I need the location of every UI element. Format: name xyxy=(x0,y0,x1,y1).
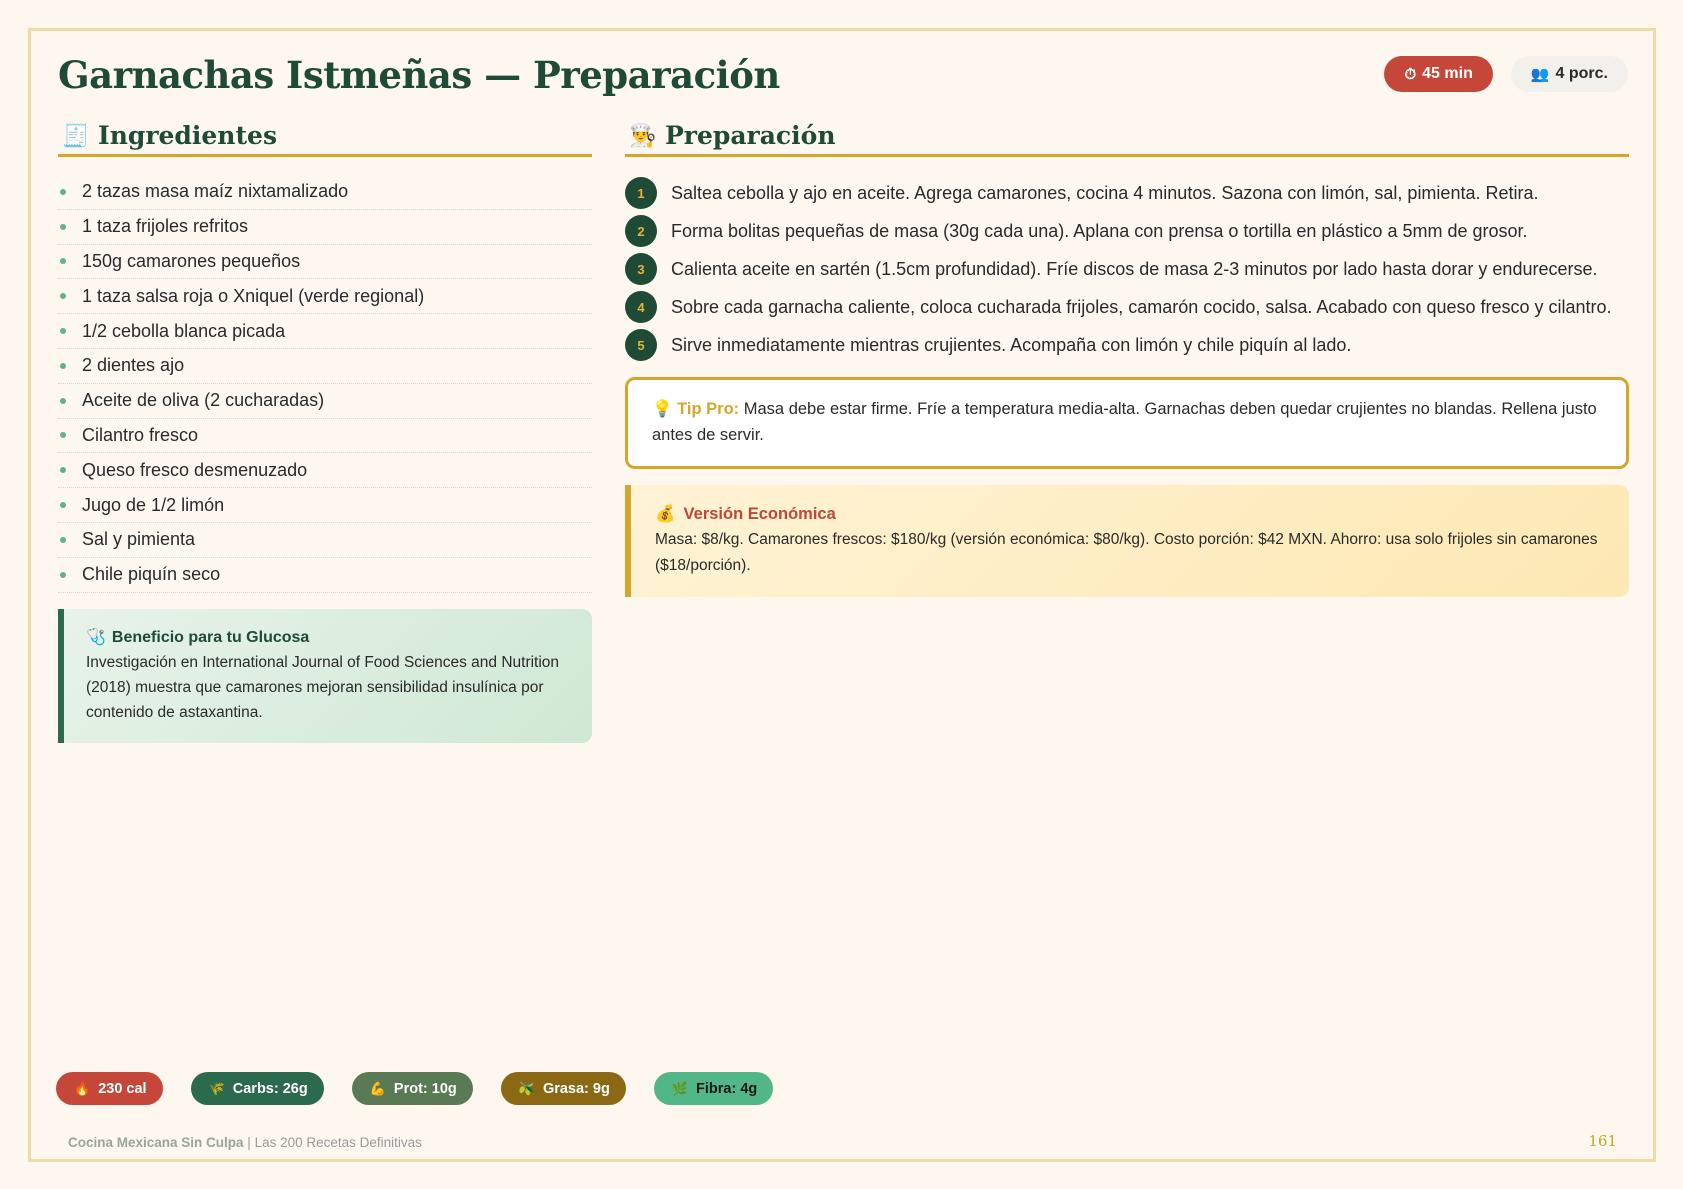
preparation-header xyxy=(625,117,1629,157)
bullet-icon xyxy=(60,224,66,230)
olive-icon: 🫒 xyxy=(518,1080,535,1096)
economic-version-title: Versión Económica xyxy=(683,505,836,523)
step-item xyxy=(625,217,1629,247)
lightbulb-icon: 💡 xyxy=(652,400,673,418)
herb-icon: 🌿 xyxy=(671,1080,689,1096)
step-number: 4 xyxy=(625,291,657,323)
ingredient-item: Cilantro fresco xyxy=(58,419,592,454)
page-number: 161 xyxy=(1588,1132,1617,1150)
step-list xyxy=(625,179,1629,361)
footer-credit xyxy=(68,1135,422,1150)
bullet-icon xyxy=(60,189,66,195)
footer-separator: | xyxy=(243,1135,255,1150)
time-label: 45 min xyxy=(1422,65,1473,82)
step-text: Sobre cada garnacha caliente, coloca cucharada frijoles, camarón cocido, salsa. Acabado con queso fresco y cilantro. xyxy=(671,297,1612,317)
glucose-benefit-box xyxy=(58,609,592,743)
preparation-heading: Preparación xyxy=(665,121,836,150)
fiber-pill: 🌿 Fibra: 4g xyxy=(654,1072,773,1105)
economic-version-header xyxy=(655,501,1605,527)
bullet-icon xyxy=(60,258,66,264)
bullet-icon xyxy=(60,363,66,369)
ingredient-item: 2 dientes ajo xyxy=(58,349,592,384)
ingredient-list xyxy=(58,175,592,593)
step-text: Calienta aceite en sartén (1.5cm profundidad). Fríe discos de masa 2-3 minutos por lado hasta dorar y endurecerse. xyxy=(671,259,1598,279)
step-number: 3 xyxy=(625,253,657,285)
step-number: 5 xyxy=(625,329,657,361)
stethoscope-icon: 🩺 xyxy=(86,628,106,646)
step-text: Forma bolitas pequeñas de masa (30g cada una). Aplana con prensa o tortilla en plástico a 5mm de grosor. xyxy=(671,221,1528,241)
protein-pill: 💪 Prot: 10g xyxy=(352,1072,473,1105)
servings-label: 4 porc. xyxy=(1555,65,1608,82)
ingredient-item: 1 taza salsa roja o Xniquel (verde regional) xyxy=(58,279,592,314)
ingredient-item: 150g camarones pequeños xyxy=(58,245,592,280)
receipt-icon: 🧾 xyxy=(62,122,90,148)
ingredient-item: Aceite de oliva (2 cucharadas) xyxy=(58,384,592,419)
step-item xyxy=(625,255,1629,285)
step-item xyxy=(625,293,1629,323)
ingredient-item: 2 tazas masa maíz nixtamalizado xyxy=(58,175,592,210)
bullet-icon xyxy=(60,502,66,508)
glucose-benefit-header xyxy=(86,625,572,650)
header-badges xyxy=(1384,56,1628,92)
ingredients-header xyxy=(58,117,592,157)
bullet-icon xyxy=(60,328,66,334)
bullet-icon xyxy=(60,467,66,473)
glucose-benefit-title: Beneficio para tu Glucosa xyxy=(111,628,310,646)
bullet-icon xyxy=(60,432,66,438)
tip-pro-box xyxy=(625,377,1629,469)
economic-version-body: Masa: $8/kg. Camarones frescos: $180/kg (versión económica: $80/kg). Costo porción: $42 MXN. Ahorro: usa solo frijoles sin camarones ($18/porción). xyxy=(655,531,1598,574)
preparation-column xyxy=(625,117,1629,597)
ingredients-column xyxy=(58,117,592,743)
ingredient-item: Queso fresco desmenuzado xyxy=(58,453,592,488)
muscle-icon: 💪 xyxy=(369,1080,386,1096)
step-number: 2 xyxy=(625,215,657,247)
book-title: Cocina Mexicana Sin Culpa xyxy=(68,1135,244,1150)
carbs-pill: 🌾 Carbs: 26g xyxy=(191,1072,324,1105)
ingredient-item: Chile piquín seco xyxy=(58,558,592,593)
bullet-icon xyxy=(60,398,66,404)
time-badge xyxy=(1384,56,1492,92)
bullet-icon xyxy=(60,572,66,578)
stopwatch-icon: ⏱ xyxy=(1404,65,1417,83)
tip-label: Tip Pro: xyxy=(677,400,740,418)
ingredients-heading: Ingredientes xyxy=(98,121,278,150)
ingredient-item: 1 taza frijoles refritos xyxy=(58,210,592,245)
recipe-page xyxy=(28,28,1656,1162)
money-bag-icon: 💰 xyxy=(655,505,676,523)
glucose-benefit-body: Investigación en International Journal of Food Sciences and Nutrition (2018) muestra que camarones mejoran sensibilidad insulínica por contenido de astaxantina. xyxy=(86,653,560,721)
economic-version-box xyxy=(625,485,1629,597)
book-subtitle: Las 200 Recetas Definitivas xyxy=(254,1135,422,1150)
nutrition-macros xyxy=(56,1072,773,1105)
step-number: 1 xyxy=(625,177,657,209)
ingredient-item: Sal y pimienta xyxy=(58,523,592,558)
bullet-icon xyxy=(60,293,66,299)
people-icon: 👥 xyxy=(1530,66,1550,83)
step-item xyxy=(625,331,1629,361)
calories-pill: 🔥 230 cal xyxy=(56,1072,163,1105)
page-title: Garnachas Istmeñas — Preparación xyxy=(58,53,780,97)
fat-pill: 🫒 Grasa: 9g xyxy=(501,1072,626,1105)
wheat-icon: 🌾 xyxy=(208,1080,225,1096)
step-text: Saltea cebolla y ajo en aceite. Agrega camarones, cocina 4 minutos. Sazona con limón, sal, pimienta. Retira. xyxy=(671,183,1539,203)
servings-badge xyxy=(1511,56,1628,92)
fire-icon: 🔥 xyxy=(74,1080,91,1096)
bullet-icon xyxy=(60,537,66,543)
ingredient-item: Jugo de 1/2 limón xyxy=(58,488,592,523)
ingredient-item: 1/2 cebolla blanca picada xyxy=(58,314,592,349)
chef-icon: 👨‍🍳 xyxy=(629,122,657,148)
step-item xyxy=(625,179,1629,209)
step-text: Sirve inmediatamente mientras crujientes. Acompaña con limón y chile piquín al lado. xyxy=(671,335,1352,355)
tip-text: Masa debe estar firme. Fríe a temperatura media-alta. Garnachas deben quedar crujientes no blandas. Rellena justo antes de servir. xyxy=(652,400,1597,444)
